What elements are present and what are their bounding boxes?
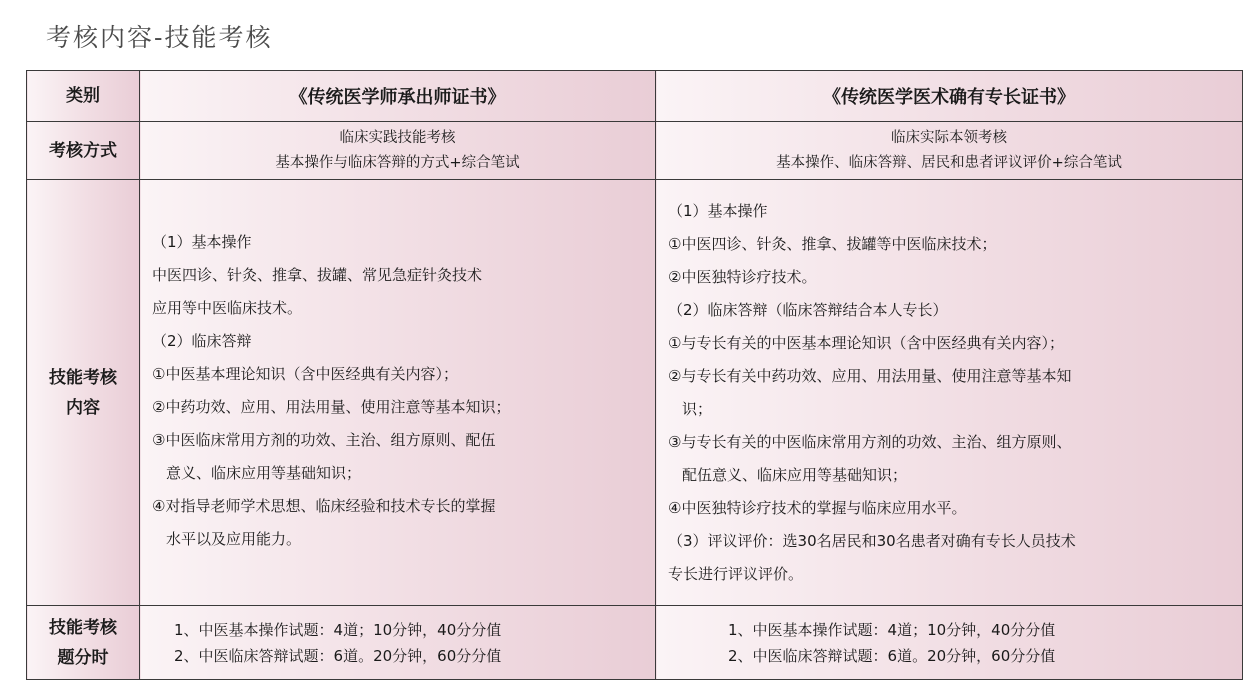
category-label: 类别 — [27, 71, 140, 122]
content-right-line: ②与专长有关中药功效、应用、用法用量、使用注意等基本知 — [668, 366, 1072, 385]
content-right-line: 专长进行评议评价。 — [668, 564, 804, 583]
time-left-line: 1、中医基本操作试题：4道；10分钟，40分分值 — [174, 620, 502, 639]
content-right-cell — [656, 180, 1243, 606]
content-right-line: ④中医独特诊疗技术的掌握与临床应用水平。 — [668, 498, 967, 517]
method-left-line: 临床实践技能考核 — [339, 129, 456, 146]
time-right-cell — [656, 606, 1243, 680]
content-right-line: ①中医四诊、针灸、推拿、拔罐等中医临床技术； — [668, 234, 997, 253]
time-right-line: 1、中医基本操作试题：4道；10分钟，40分分值 — [728, 620, 1056, 639]
method-label: 考核方式 — [27, 122, 140, 180]
column-header-master-apprentice: 《传统医学师承出师证书》 — [140, 71, 656, 122]
page-title: 考核内容-技能考核 — [46, 23, 273, 52]
method-right-line: 临床实际本领考核 — [891, 129, 1007, 146]
time-label-line: 题分时 — [57, 647, 109, 668]
time-row — [27, 606, 1243, 680]
time-label-line: 技能考核 — [49, 617, 117, 638]
content-left-line: 应用等中医临床技术。 — [152, 298, 303, 317]
method-left-cell — [140, 122, 656, 180]
content-label-line: 技能考核 — [49, 367, 117, 388]
method-left-line: 基本操作与临床答辩的方式+综合笔试 — [275, 154, 520, 171]
content-right-line: （2）临床答辩（临床答辩结合本人专长） — [668, 300, 948, 319]
content-left-line: ①中医基本理论知识（含中医经典有关内容）； — [152, 364, 458, 383]
content-left-line: ③中医临床常用方剂的功效、主治、组方原则、配伍 — [152, 430, 496, 449]
content-left-line: 意义、临床应用等基础知识； — [166, 463, 362, 482]
header-row — [27, 71, 1243, 122]
method-right-line: 基本操作、临床答辩、居民和患者评议评价+综合笔试 — [776, 154, 1122, 171]
time-left-line: 2、中医临床答辩试题：6道。20分钟，60分分值 — [174, 646, 502, 665]
content-left-line: （1）基本操作 — [152, 232, 252, 251]
content-right-line: ②中医独特诊疗技术。 — [668, 267, 817, 286]
content-left-line: （2）临床答辩 — [152, 331, 252, 350]
content-left-line: 水平以及应用能力。 — [166, 529, 302, 548]
time-right-line: 2、中医临床答辩试题：6道。20分钟，60分分值 — [728, 646, 1056, 665]
time-left-cell — [140, 606, 656, 680]
content-left-line: ②中药功效、应用、用法用量、使用注意等基本知识； — [152, 397, 511, 416]
content-label — [27, 180, 140, 606]
content-label-line: 内容 — [66, 397, 100, 418]
content-right-line: ①与专长有关的中医基本理论知识（含中医经典有关内容）； — [668, 333, 1064, 352]
content-right-line: （1）基本操作 — [668, 201, 768, 220]
column-header-specialty: 《传统医学医术确有专长证书》 — [656, 71, 1243, 122]
content-right-line: 识； — [682, 399, 713, 418]
content-right-line: ③与专长有关的中医临床常用方剂的功效、主治、组方原则、 — [668, 432, 1072, 451]
content-left-cell — [140, 180, 656, 606]
content-left-line: ④对指导老师学术思想、临床经验和技术专长的掌握 — [152, 496, 496, 515]
time-label — [27, 606, 140, 680]
method-row — [27, 122, 1243, 180]
content-right-line: 配伍意义、临床应用等基础知识； — [682, 465, 908, 484]
assessment-table — [26, 70, 1243, 680]
content-right-line: （3）评议评价：选30名居民和30名患者对确有专长人员技术 — [668, 531, 1076, 550]
content-row — [27, 180, 1243, 606]
method-right-cell — [656, 122, 1243, 180]
content-left-line: 中医四诊、针灸、推拿、拔罐、常见急症针灸技术 — [152, 265, 483, 284]
